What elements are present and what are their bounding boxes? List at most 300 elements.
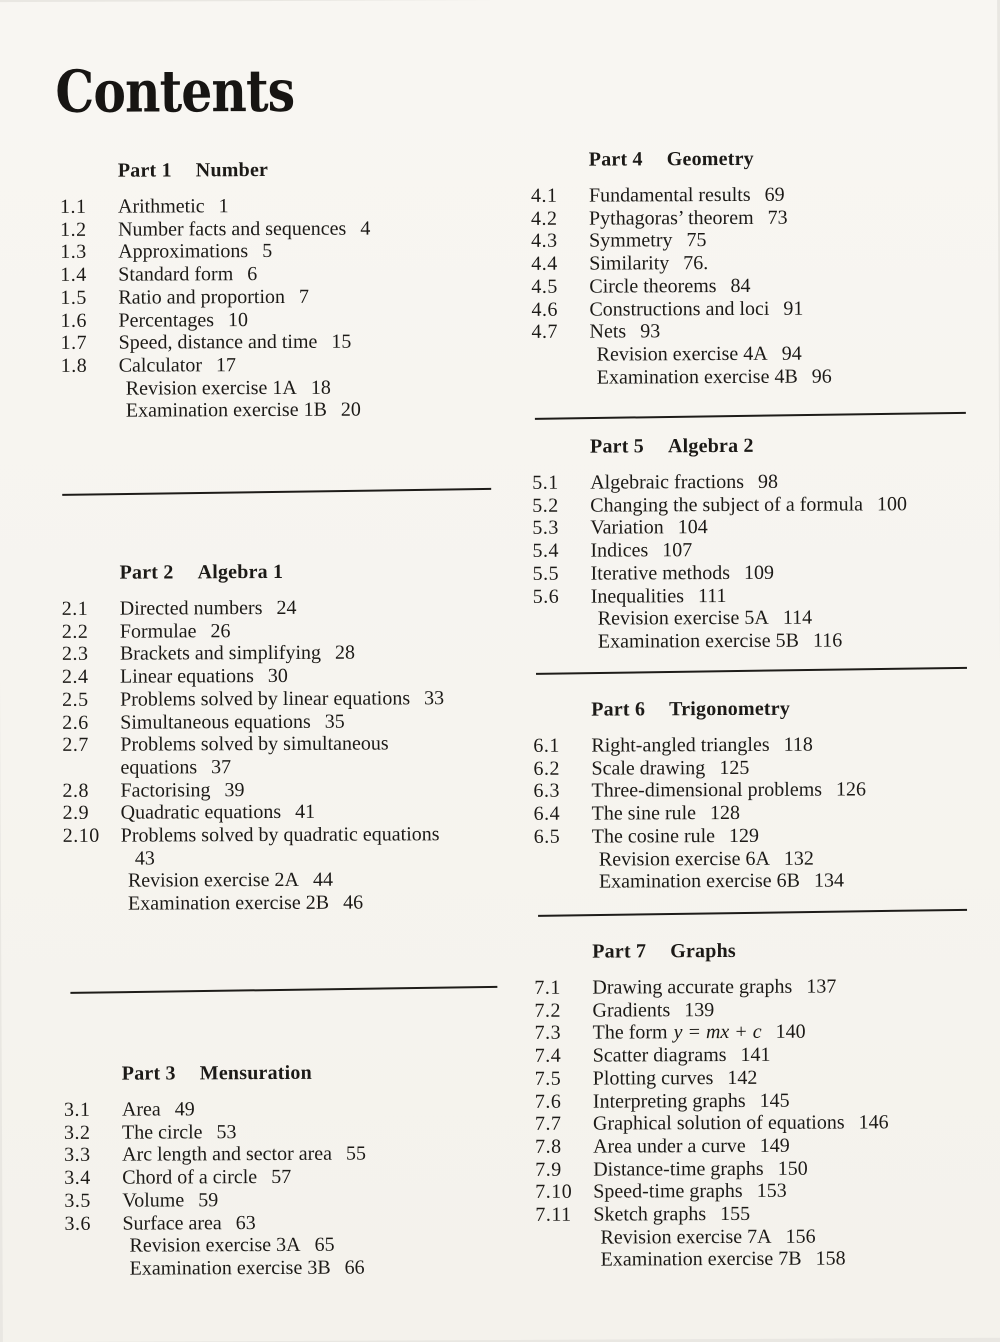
- item-label: [118, 217, 512, 241]
- item-page: 118: [783, 733, 813, 756]
- item-label: [589, 183, 983, 207]
- item-label: [593, 1066, 987, 1090]
- section-heading: [122, 1061, 516, 1086]
- section-part-3: [64, 1061, 517, 1281]
- item-label-text: Percentages: [118, 308, 215, 332]
- toc-item: [531, 251, 983, 276]
- item-label-text: Drawing accurate graphs: [592, 975, 793, 999]
- item-label: [120, 641, 514, 665]
- item-page: 28: [334, 642, 356, 665]
- toc-item: [533, 778, 985, 803]
- toc-item: [62, 709, 514, 734]
- item-number: 2.7: [62, 734, 89, 757]
- part-title: Mensuration: [199, 1061, 312, 1085]
- toc-item: [62, 778, 514, 803]
- item-label: [122, 1188, 516, 1212]
- toc-item: [535, 1088, 987, 1113]
- section-part-2: [62, 560, 516, 916]
- part-label: Part 3: [121, 1062, 176, 1085]
- item-label: [118, 194, 512, 218]
- toc-item: [534, 824, 986, 849]
- item-number: [61, 400, 119, 423]
- toc-item: [64, 1188, 516, 1213]
- part-label: Part 7: [592, 940, 647, 963]
- toc-item: [534, 975, 986, 1000]
- item-page: 116: [812, 629, 843, 652]
- toc-item: [531, 183, 983, 208]
- item-page: 84: [730, 274, 751, 297]
- item-page: 49: [174, 1098, 195, 1121]
- item-page: 66: [344, 1256, 365, 1279]
- item-number: [534, 848, 592, 871]
- item-label: [593, 1020, 987, 1044]
- item-page: 146: [858, 1111, 889, 1134]
- item-page: 59: [198, 1189, 219, 1212]
- toc-exercise-item: [535, 1225, 987, 1250]
- toc-item: [63, 800, 515, 825]
- item-label-text: Surface area: [122, 1211, 222, 1235]
- item-label-text: Distance-time graphs: [593, 1157, 764, 1181]
- toc-item: [62, 687, 514, 712]
- toc-item: [63, 823, 515, 870]
- item-number: 6.2: [533, 757, 560, 780]
- item-number: [61, 377, 119, 400]
- toc-item: [61, 330, 513, 355]
- item-page: 149: [759, 1134, 790, 1157]
- item-label: [120, 619, 514, 643]
- item-page: 126: [835, 778, 867, 801]
- item-label: [592, 998, 986, 1022]
- item-label: [120, 732, 514, 779]
- toc-item: [60, 307, 512, 332]
- toc-item: [535, 1202, 987, 1227]
- item-number: [63, 870, 121, 893]
- item-label-text: Chord of a circle: [122, 1166, 258, 1189]
- item-label-text: Examination exercise 6B: [598, 869, 801, 893]
- item-label: [593, 1111, 987, 1135]
- toc-item: [532, 493, 984, 518]
- item-label: [591, 606, 985, 630]
- section-divider: [70, 986, 497, 994]
- item-label-text: Speed, distance and time: [118, 331, 318, 354]
- item-number: 1.3: [60, 241, 87, 264]
- item-label: [121, 868, 515, 892]
- item-number: 1.5: [60, 286, 87, 309]
- item-page: 100: [876, 492, 908, 516]
- item-number: 5.3: [532, 517, 559, 540]
- item-page: 73: [767, 206, 788, 229]
- part-label: Part 2: [119, 561, 174, 584]
- item-label: [122, 1120, 516, 1144]
- item-number: 7.6: [534, 1090, 562, 1113]
- item-label-text: Calculator: [118, 354, 203, 377]
- item-label-text: Symmetry: [589, 229, 673, 253]
- item-page: 156: [785, 1225, 816, 1248]
- toc-item: [531, 228, 983, 253]
- item-page: 30: [267, 665, 288, 688]
- item-label-text: Fundamental results: [588, 183, 751, 207]
- item-label: [590, 470, 984, 494]
- item-label: [120, 709, 514, 733]
- item-page: 6: [247, 263, 258, 286]
- toc-item: [533, 583, 985, 608]
- toc-item: [534, 801, 986, 826]
- item-number: [535, 1226, 593, 1249]
- section-part-1: [60, 158, 513, 423]
- toc-exercise-item: [61, 398, 513, 423]
- item-page: 1: [218, 195, 229, 218]
- item-label: [121, 823, 515, 870]
- item-page: 57: [271, 1166, 292, 1189]
- section-divider: [535, 412, 966, 420]
- item-number: [65, 1258, 123, 1281]
- toc-item: [64, 1142, 516, 1167]
- toc-item: [62, 641, 514, 666]
- item-number: 4.4: [531, 252, 558, 275]
- item-label-text: Sketch graphs: [593, 1203, 707, 1226]
- item-page: 35: [324, 710, 345, 733]
- item-number: 6.1: [533, 734, 560, 757]
- item-label: [589, 319, 983, 343]
- item-label-text: Iterative methods: [590, 561, 731, 585]
- toc-item: [64, 1097, 516, 1122]
- item-label-text: The form: [592, 1021, 668, 1045]
- item-label-text: Scatter diagrams: [592, 1044, 727, 1067]
- item-page: 94: [781, 342, 802, 365]
- item-page: 75: [686, 229, 707, 252]
- toc-item: [531, 274, 983, 299]
- item-label-text: Problems solved by quadratic equations: [120, 823, 440, 847]
- item-number: 2.2: [61, 620, 89, 643]
- item-label-text: Circle theorems: [589, 274, 717, 298]
- toc-item: [60, 262, 512, 287]
- item-number: 2.3: [61, 643, 89, 666]
- part-label: Part 4: [588, 148, 643, 171]
- item-number: 7.3: [534, 1022, 562, 1045]
- item-label-text: Constructions and loci: [589, 297, 770, 321]
- item-page: 69: [764, 183, 785, 206]
- item-label: [591, 733, 985, 757]
- item-page: 104: [677, 516, 708, 539]
- item-page: 158: [815, 1247, 846, 1271]
- item-label-text: Volume: [122, 1189, 185, 1212]
- toc-exercise-item: [534, 846, 986, 871]
- toc-item: [60, 194, 512, 219]
- item-label-text: Examination exercise 3B: [129, 1256, 331, 1280]
- toc-item: [535, 1134, 987, 1159]
- item-label-text: Scale drawing: [591, 756, 706, 780]
- item-number: 2.4: [61, 665, 89, 689]
- item-label: [591, 629, 985, 653]
- item-number: 7.5: [534, 1067, 562, 1090]
- item-number: 3.4: [64, 1166, 91, 1190]
- item-number: 1.4: [60, 263, 87, 287]
- item-page: 76.: [683, 252, 709, 275]
- item-label: [118, 262, 512, 286]
- item-label: [122, 1097, 516, 1121]
- toc-item: [62, 596, 514, 621]
- item-number: 5.6: [532, 585, 560, 608]
- item-label-text: Speed-time graphs: [593, 1180, 743, 1203]
- part-title: Algebra 1: [197, 560, 284, 584]
- item-label-text: The sine rule: [591, 802, 697, 825]
- item-page: 44: [312, 869, 334, 892]
- item-page: 43: [134, 847, 155, 870]
- item-label: [589, 296, 983, 320]
- item-label-text: Formulae: [119, 620, 197, 643]
- item-label: [120, 778, 514, 802]
- toc-item: [533, 733, 985, 758]
- item-label-text: Plotting curves: [592, 1066, 714, 1090]
- item-label: [119, 398, 513, 422]
- item-label-text: Problems solved by linear equations: [120, 687, 411, 711]
- item-page: 141: [740, 1043, 771, 1067]
- item-number: 2.6: [62, 711, 89, 734]
- item-label-text: Changing the subject of a formula: [590, 493, 864, 517]
- toc-item: [60, 239, 512, 264]
- item-label-text: Gradients: [592, 998, 671, 1022]
- item-page: 33: [424, 687, 445, 710]
- item-label-text: Linear equations: [119, 665, 254, 688]
- item-number: 6.5: [533, 825, 561, 848]
- item-label-text: Interpreting graphs: [592, 1089, 746, 1113]
- item-page: 150: [777, 1157, 808, 1180]
- item-label: [594, 1247, 988, 1271]
- item-label: [122, 1142, 516, 1166]
- part-title: Algebra 2: [667, 434, 754, 458]
- toc-item: [535, 1020, 987, 1045]
- item-page: 4: [360, 217, 371, 240]
- item-number: [532, 366, 590, 389]
- item-number: 5.5: [532, 562, 560, 585]
- part-label: Part 6: [591, 698, 646, 721]
- item-number: 7.2: [534, 999, 562, 1022]
- toc-item: [531, 296, 983, 321]
- toc-item: [61, 353, 513, 378]
- item-page: 18: [310, 376, 331, 399]
- item-page: 41: [295, 801, 316, 824]
- item-number: [532, 344, 590, 367]
- item-label-text: Brackets and simplifying: [119, 642, 322, 666]
- item-page: 65: [314, 1233, 335, 1257]
- item-page: 114: [782, 606, 813, 629]
- toc-item: [533, 561, 985, 586]
- item-label-text: Revision exercise 4A: [596, 342, 768, 366]
- item-label-text: Arc length and sector area: [122, 1143, 333, 1167]
- item-label-text: Area under a curve: [593, 1134, 746, 1158]
- item-number: 3.3: [64, 1144, 91, 1167]
- item-label-text: Revision exercise 1A: [125, 376, 297, 400]
- item-number: 7.10: [535, 1181, 573, 1204]
- item-page: 145: [759, 1089, 790, 1112]
- toc-exercise-item: [532, 365, 984, 390]
- item-label: [591, 583, 985, 607]
- item-label: [118, 239, 512, 263]
- toc-item: [535, 1111, 987, 1136]
- item-label: [593, 1088, 987, 1112]
- item-page: 91: [783, 297, 804, 320]
- item-label-text: Examination exercise 7B: [600, 1248, 802, 1272]
- item-page: 17: [215, 354, 237, 377]
- item-number: 5.4: [532, 539, 560, 562]
- item-number: 4.5: [531, 275, 558, 298]
- item-label-text: Simultaneous equations: [120, 710, 311, 734]
- item-label-text: Approximations: [118, 240, 249, 264]
- item-number: 3.1: [63, 1098, 91, 1121]
- toc-item: [531, 206, 983, 231]
- item-number: 1.7: [60, 332, 88, 355]
- item-number: 4.7: [531, 320, 559, 344]
- item-page: 134: [813, 869, 845, 892]
- item-label: [122, 1165, 516, 1189]
- toc-item: [64, 1210, 516, 1235]
- item-label-text: The cosine rule: [591, 824, 716, 848]
- item-number: 1.2: [60, 218, 87, 241]
- item-page: 98: [757, 470, 779, 493]
- item-label: [119, 376, 513, 400]
- item-label: [119, 330, 513, 354]
- item-number: [534, 871, 592, 894]
- item-number: 3.2: [63, 1121, 91, 1144]
- item-number: 7.9: [535, 1158, 562, 1181]
- toc-item: [62, 664, 514, 689]
- toc-exercise-item: [64, 1233, 516, 1258]
- toc-exercise-item: [532, 342, 984, 367]
- item-page: 109: [743, 561, 775, 584]
- section-divider: [536, 667, 967, 675]
- toc-item: [535, 1043, 987, 1068]
- item-page: 137: [806, 975, 837, 998]
- item-label-text: Right-angled triangles: [591, 733, 770, 757]
- toc-exercise-item: [534, 869, 986, 894]
- item-number: 2.5: [62, 688, 89, 711]
- item-label: [123, 1256, 517, 1280]
- section-part-7: [534, 939, 987, 1272]
- toc-item: [534, 998, 986, 1023]
- item-number: [533, 608, 591, 631]
- item-label-text: Examination exercise 1B: [125, 399, 327, 422]
- toc-item: [535, 1066, 987, 1091]
- item-page: 93: [640, 320, 661, 343]
- item-number: 4.3: [531, 230, 558, 253]
- item-number: 2.8: [62, 779, 90, 802]
- toc-exercise-item: [536, 1247, 988, 1272]
- item-label: [592, 846, 986, 870]
- toc-item: [62, 619, 514, 644]
- toc-item: [531, 319, 983, 344]
- item-page: 53: [216, 1120, 237, 1143]
- item-label: [592, 801, 986, 825]
- item-label-text: The circle: [121, 1121, 203, 1144]
- item-label: [120, 687, 514, 711]
- item-number: 4.1: [530, 184, 558, 207]
- section-heading: [592, 939, 986, 964]
- item-label: [121, 800, 515, 824]
- item-label: [590, 342, 984, 366]
- toc-item: [532, 515, 984, 540]
- toc-item: [60, 285, 512, 310]
- item-label-text: Number facts and sequences: [118, 217, 347, 241]
- section-heading: [589, 147, 983, 172]
- item-label: [593, 1157, 987, 1181]
- section-divider: [538, 909, 967, 917]
- item-label-text: Arithmetic: [117, 195, 205, 218]
- item-label-text: Pythagoras’ theorem: [588, 206, 754, 230]
- item-number: 4.6: [531, 298, 558, 321]
- item-label-text: Examination exercise 2B: [127, 891, 330, 915]
- toc-item: [64, 1120, 516, 1145]
- item-label-text: Ratio and proportion: [118, 285, 286, 309]
- item-label-text: Area: [121, 1098, 161, 1121]
- item-label: [589, 206, 983, 230]
- item-label: [589, 228, 983, 252]
- toc-exercise-item: [533, 629, 985, 654]
- item-label: [121, 891, 515, 915]
- toc-item: [535, 1179, 987, 1204]
- item-label-text: Revision exercise 6A: [598, 847, 770, 871]
- item-label: [120, 664, 514, 688]
- item-page: 15: [331, 330, 352, 353]
- item-page: 37: [211, 756, 232, 779]
- item-page: 55: [345, 1142, 367, 1166]
- toc-exercise-item: [61, 376, 513, 401]
- item-page: 155: [720, 1202, 751, 1226]
- item-page: 24: [276, 596, 297, 619]
- item-number: 5.2: [532, 494, 559, 517]
- part-label: Part 1: [117, 159, 172, 182]
- item-number: 3.6: [64, 1212, 91, 1235]
- item-label-text: Nets: [589, 320, 627, 343]
- part-label: Part 5: [589, 435, 645, 458]
- item-page: 107: [662, 539, 693, 562]
- item-number: 2.10: [62, 824, 100, 847]
- item-page: 142: [727, 1066, 758, 1089]
- item-label-text: Factorising: [120, 778, 211, 802]
- item-number: 7.4: [534, 1044, 562, 1067]
- toc-exercise-item: [533, 606, 985, 631]
- item-label: [592, 824, 986, 848]
- item-label-text: Directed numbers: [119, 597, 263, 620]
- item-page: 132: [783, 847, 814, 870]
- item-number: 7.7: [534, 1112, 562, 1136]
- item-label: [119, 353, 513, 377]
- item-label: [589, 274, 983, 298]
- item-page: 125: [719, 756, 750, 779]
- item-label: [590, 538, 984, 562]
- item-label: [593, 1179, 987, 1203]
- item-label-text: Similarity: [589, 252, 670, 275]
- item-number: [63, 893, 121, 916]
- item-label-text: Algebraic fractions: [590, 470, 745, 494]
- item-number: 5.1: [532, 471, 559, 494]
- toc-item: [532, 538, 984, 563]
- item-label: [593, 1225, 987, 1249]
- item-label-text: Revision exercise 3A: [129, 1234, 301, 1257]
- item-label: [593, 1134, 987, 1158]
- item-label-text: Quadratic equations: [120, 801, 282, 824]
- item-label-text: Standard form: [118, 263, 234, 286]
- item-number: [533, 631, 591, 654]
- item-page: 140: [775, 1021, 806, 1044]
- item-label: [593, 1043, 987, 1067]
- item-number: 2.9: [62, 802, 90, 825]
- item-number: 7.1: [534, 976, 561, 999]
- toc-item: [532, 470, 984, 495]
- part-title: Trigonometry: [669, 697, 791, 721]
- item-label: [590, 493, 984, 517]
- item-number: 6.3: [533, 780, 561, 803]
- item-label-text: Graphical solution of equations: [592, 1111, 845, 1135]
